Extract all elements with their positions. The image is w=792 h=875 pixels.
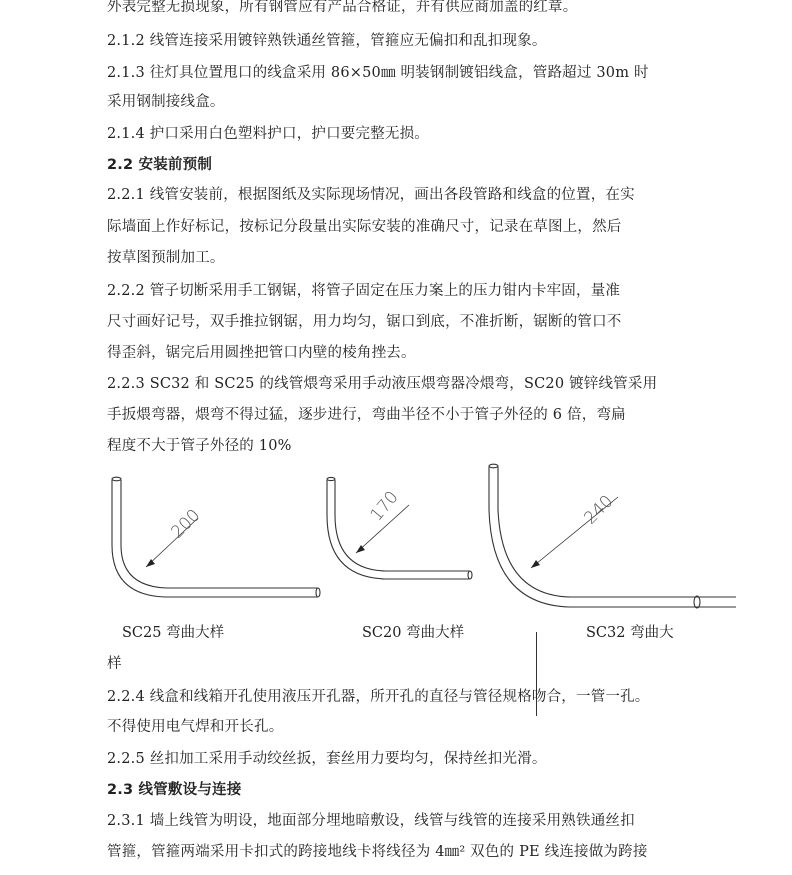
text-line: 2.2.1 线管安装前，根据图纸及实际现场情况，画出各段管路和线盒的位置，在实	[107, 187, 635, 203]
text-line: 2.2.5 丝扣加工采用手动绞丝扳，套丝用力要均匀，保持丝扣光滑。	[107, 751, 547, 767]
text-line: 管箍，管箍两端采用卡扣式的跨接地线卡将线径为 4㎜² 双色的 PE 线连接做为跨接	[107, 844, 648, 860]
bend-sc32	[489, 464, 736, 608]
section-heading-2-2: 2.2 安装前预制	[107, 157, 213, 173]
text-line: 2.2.4 线盒和线箱开孔使用液压开孔器，所开孔的直径与管径规格吻合，一管一孔。	[107, 689, 650, 705]
text-line: 2.2.3 SC32 和 SC25 的线管煨弯采用手动液压煨弯器冷煨弯，SC20 镀锌线管采用	[107, 376, 658, 392]
text-line: 外表完整无损现象，所有钢管应有产品合格证，并有供应商加盖的红章。	[107, 0, 578, 15]
text-line: 2.1.4 护口采用白色塑料护口，护口要完整无损。	[107, 126, 430, 142]
text-line: 2.2.2 管子切断采用手工钢锯，将管子固定在压力案上的压力钳内卡牢固，量准	[107, 283, 621, 299]
text-line: 际墙面上作好标记，按标记分段量出实际安装的准确尺寸，记录在草图上，然后	[107, 219, 622, 235]
text-line: 采用钢制接线盒。	[107, 94, 225, 110]
text-line: 2.3.1 墙上线管为明设，地面部分埋地暗敷设，线管与线管的连接采用熟铁通丝扣	[107, 813, 635, 829]
radius-label-sc32: 240	[580, 491, 618, 529]
text-line: 2.1.2 线管连接采用镀锌熟铁通丝管箍，管箍应无偏扣和乱扣现象。	[107, 33, 547, 49]
caption-sc25: SC25 弯曲大样	[122, 625, 225, 641]
pipe-bend-figure	[0, 455, 792, 625]
text-line: 得歪斜，锯完后用圆挫把管口内壁的棱角挫去。	[107, 345, 416, 361]
section-heading-2-3: 2.3 线管敷设与连接	[107, 782, 242, 798]
text-line: 尺寸画好记号，双手推拉钢锯，用力均匀，锯口到底，不准折断，锯断的管口不	[107, 314, 622, 330]
caption-wrap: 样	[107, 656, 122, 672]
text-line: 按草图预制加工。	[107, 250, 225, 266]
bend-sc25	[112, 477, 320, 597]
text-line: 2.1.3 往灯具位置甩口的线盒采用 86×50㎜ 明装钢制镀铝线盒，管路超过 30m 时	[107, 65, 649, 81]
radius-label-sc20: 170	[366, 487, 403, 526]
text-line: 不得使用电气焊和开长孔。	[107, 719, 284, 735]
bend-sc20	[327, 477, 472, 579]
text-line: 手扳煨弯器，煨弯不得过猛，逐步进行，弯曲半径不小于管子外径的 6 倍，弯扁	[107, 407, 626, 423]
caption-sc20: SC20 弯曲大样	[362, 625, 465, 641]
caption-sc32: SC32 弯曲大	[586, 625, 674, 641]
radius-label-sc25: 200	[167, 505, 205, 543]
text-line: 程度不大于管子外径的 10%	[107, 438, 292, 454]
